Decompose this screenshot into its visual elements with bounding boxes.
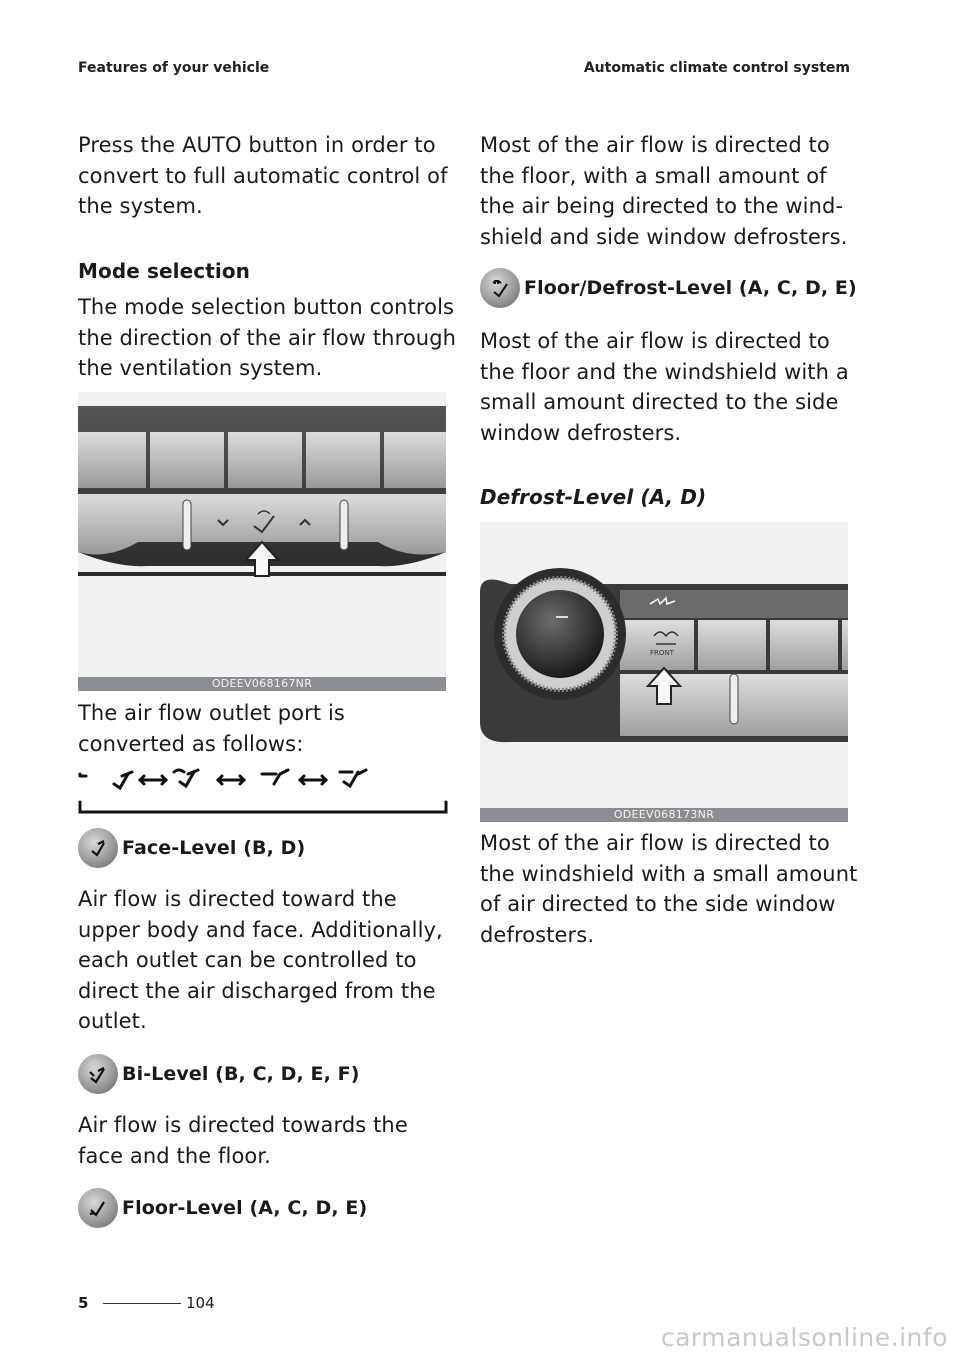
face-level-title: Face-Level (B, D) xyxy=(122,836,306,859)
bi-level-paragraph: Air flow is directed towards the face and the floor. xyxy=(78,1113,408,1168)
face-level-paragraph: Air flow is directed toward the upper body and face. Additionally, each outlet can be controlled to direct the air discharged from the outlet. xyxy=(78,887,443,1033)
intro-paragraph: Press the AUTO button in order to convert to full automatic control of the system. xyxy=(78,133,448,218)
floor-level-heading xyxy=(78,1188,458,1228)
chapter-number: 5 xyxy=(78,1294,89,1312)
front-label: FRONT xyxy=(650,649,674,657)
floor-level-icon xyxy=(78,1188,118,1228)
face-level-heading xyxy=(78,828,458,868)
mode-selection-heading: Mode selection xyxy=(78,259,251,283)
running-header-right: Automatic climate control system xyxy=(583,60,850,76)
defrost-button-figure xyxy=(480,522,848,822)
bi-level-title: Bi-Level (B, C, D, E, F) xyxy=(122,1062,360,1085)
figure-code: ODEEV068173NR xyxy=(480,808,848,822)
running-header-left: Features of your vehicle xyxy=(78,60,270,76)
floor-level-paragraph: Most of the air flow is directed to the floor, with a small amount of the air being directed to the wind-shield and side window defrosters. xyxy=(480,133,848,249)
mode-sequence-diagram xyxy=(78,766,448,816)
page-number: 104 xyxy=(186,1294,215,1312)
figure-code: ODEEV068167NR xyxy=(78,677,446,691)
bi-level-heading xyxy=(78,1054,458,1094)
watermark: carmanualsonline.info xyxy=(660,1323,948,1352)
defrost-level-heading: Defrost-Level (A, D) xyxy=(480,485,707,509)
convert-paragraph: The air flow outlet port is converted as follows: xyxy=(78,701,345,756)
mode-selection-paragraph: The mode selection button controls the direction of the air flow through the ventilation system. xyxy=(78,295,457,380)
mode-button-figure xyxy=(78,392,446,691)
floor-defrost-paragraph: Most of the air flow is directed to the floor and the windshield with a small amount directed to the side window defrosters. xyxy=(480,329,849,445)
bi-level-icon xyxy=(78,1054,118,1094)
defrost-button-illustration xyxy=(480,522,848,808)
mode-button-illustration xyxy=(78,392,446,677)
footer-divider xyxy=(103,1303,181,1304)
defrost-level-paragraph: Most of the air flow is directed to the windshield with a small amount of air directed to the side window defrosters. xyxy=(480,831,858,947)
face-level-icon xyxy=(78,828,118,868)
floor-defrost-heading xyxy=(480,268,860,308)
floor-defrost-title: Floor/Defrost-Level (A, C, D, E) xyxy=(524,276,857,299)
floor-level-title: Floor-Level (A, C, D, E) xyxy=(122,1196,368,1219)
floor-defrost-icon xyxy=(480,268,520,308)
